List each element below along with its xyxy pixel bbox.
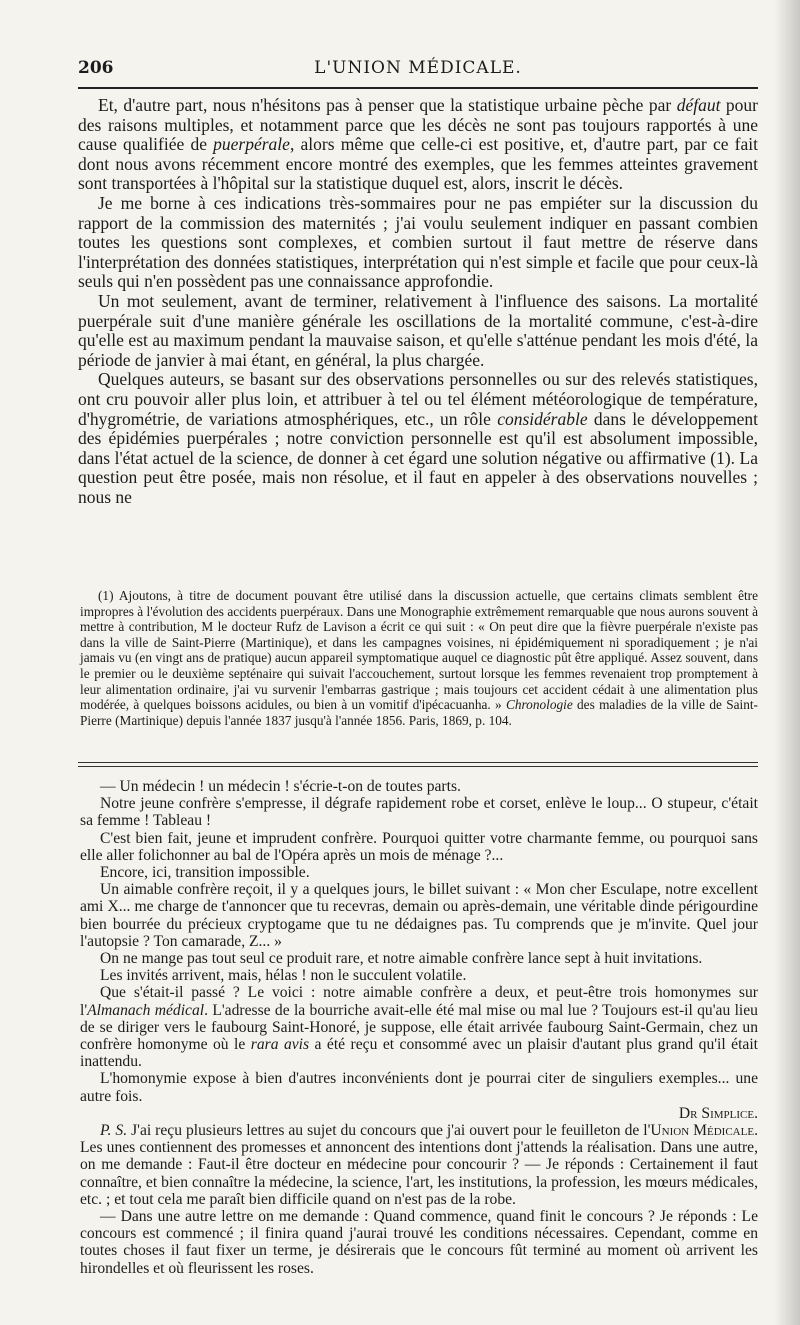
header-rule [78,87,758,89]
italic-text: Chronologie [505,697,573,713]
text-run: a été reçu et consommé avec un plaisir d'autant plus grand qu'il était inattendu. [80,1036,759,1071]
page-header [78,58,758,82]
text-run: dans le développement des épidémies puerpérales ; notre conviction personnelle est qu'il est absolument impossible, dans l'état actuel de la science, de donner à cet égard une solution négative ou affirmative (1). La question peut être posée, mais non résolue, et il faut en appeler à des observations nouvelles ; nous ne [78,408,758,507]
text-run: pour des raisons multiples, et notamment parce que les décès ne sont pas toujours rapportés à une cause qualifiée de [78,95,758,155]
small-caps-text: Union Médicale [650,1122,755,1140]
text-run: des maladies de la ville de Saint-Pierre (Martinique) depuis l'année 1837 jusqu'à l'année 1856. Paris, 1869, p. 104. [80,697,758,728]
page-edge-shadow [774,0,800,1325]
paragraph: Un aimable confrère reçoit, il y a quelques jours, le billet suivant : « Mon cher Esculape, notre excellent ami X... me charge de t'annoncer que tu recevras, demain ou après-demain, une véritable dinde périgourdine bien bourrée du précieux cryptogame que tu ne dédaignes pas. Tu comprends que je m'invite. Quel jour l'autopsie ? Ton camarade, Z... » [80,881,758,950]
paragraph [80,984,758,1070]
footnote [80,588,758,728]
page-number: 206 [78,58,114,78]
postscript-paragraph [80,1122,758,1208]
text-run: (1) Ajoutons, à titre de document pouvant être utilisé dans la discussion actuelle, que certains climats semblent être impropres à l'évolution des accidents puerpéraux. Dans une Monographie extrêmement remarquable que nous aurons souvent à mettre à contribution, M le docteur Rufz de Lavison a écrit ce qui suit : « On peut dire que la fièvre puerpérale n'existe pas dans la ville de Saint-Pierre (Martinique), et dans les campagnes voisines, ni épidémiquement ni sporadiquement ; je n'ai jamais vu (en vingt ans de pratique) aucun appareil symptomatique auquel ce diagnostic pût être appliqué. Assez souvent, dans le premier ou le deuxième septénaire qui suivait l'accouchement, surtout lorsque les femmes revenaient trop promptement à leur alimentation ordinaire, j'ai vu survenir l'embarras gastrique ; mais toujours cet accident cédait à une alimentation plus modérée, à quelques boissons acidules, ou bien à un vomitif d'ipécacuanha. » [80,588,758,713]
paragraph [78,370,758,507]
paragraph: Encore, ici, transition impossible. [100,864,310,882]
footnote-text [80,588,758,728]
main-text [78,96,758,507]
feuilleton-text [80,778,758,1277]
italic-text: P. S. [100,1122,128,1140]
text-run: J'ai reçu plusieurs lettres au sujet du concours que j'ai ouvert pour le feuilleton de l' [127,1122,651,1140]
paragraph: C'est bien fait, jeune et imprudent confrère. Pourquoi quitter votre charmante femme, ou pourquoi sans elle aller folichonner au bal de l'Opéra après un mois de ménage ?... [80,829,758,864]
paragraph: On ne mange pas tout seul ce produit rare, et notre aimable confrère lance sept à huit invitations. [100,950,703,968]
paragraph: Notre jeune confrère s'empresse, il dégrafe rapidement robe et corset, enlève le loup... O stupeur, c'était sa femme ! Tableau ! [80,795,758,830]
text-run: Que s'était-il passé ? Le voici : notre aimable confrère a deux, et peut-être trois homonymes sur l' [80,984,758,1019]
paragraph [78,96,758,194]
paragraph: Je me borne à ces indications très-sommaires pour ne pas empiéter sur la discussion du rapport de la commission des maternités ; j'ai voulu seulement indiquer en passant combien toutes les questions sont complexes, et combien surtout il faut mettre de réserve dans l'interprétation des données statistiques, interprétation qui n'est simple et facile que pour ceux-là seuls qui n'en possèdent pas une connaissance approfondie. [78,192,758,292]
italic-text: considérable [497,408,588,429]
italic-text: défaut [676,95,721,115]
postscript-paragraph: — Dans une autre lettre on me demande : Quand commence, quand finit le concours ? Je réponds : Le concours est commencé ; il finira quand j'aurai trouvé les conditions nécessaires. Cependant, comme en toutes choses il faut fixer un terme, je désirerais que le concours fût terminé au moment où arrivent les hirondelles et où fleurissent les roses. [80,1208,758,1277]
running-title: L'UNION MÉDICALE. [314,58,522,78]
paragraph: — Un médecin ! un médecin ! s'écrie-t-on de toutes parts. [100,778,461,795]
text-run: Quelques auteurs, se basant sur des observations personnelles ou sur des relevés statistiques, ont cru pouvoir aller plus loin, et attribuer à tel ou tel élément météorologique de température, d'hygrométrie, de variations atmosphériques, etc., un rôle [78,369,758,429]
signature: Dr Simplice. [678,1104,758,1122]
paragraph: Un mot seulement, avant de terminer, relativement à l'influence des saisons. La mortalité puerpérale suit d'une manière générale les oscillations de la mortalité commune, c'est-à-dire qu'elle est au maximum pendant la mauvaise saison, et qu'elle s'atténue pendant les mois d'été, la période de janvier à mai étant, en général, la plus chargée. [78,290,758,370]
feuilleton-rule [78,766,758,767]
paragraph: Les invités arrivent, mais, hélas ! non le succulent volatile. [100,967,467,985]
italic-text: Almanach médical [87,1001,205,1019]
text-run: . L'adresse de la bourriche avait-elle été mal mise ou mal lue ? Toujours est-il qu'au lieu de se diriger vers le faubourg Saint-Honoré, je suppose, elle était arrivée faubourg Saint-Germain, chez un confrère homonyme où le [80,1001,758,1054]
feuilleton-rule [78,762,758,763]
paragraph: L'homonymie expose à bien d'autres inconvénients dont je pourrai citer de singuliers exemples... une autre fois. [80,1070,758,1105]
italic-text: puerpérale [213,134,290,155]
text-run: . Les unes contiennent des promesses et annoncent des intentions dont j'attends la réalisation. Dans une autre, on me demande : Faut-il être docteur en médecine pour concourir ? — Je réponds : Certainement il faut connaître, et bien connaître la médecine, la science, l'art, les institutions, la profession, les mœurs médicales, etc. ; et tout cela me paraît bien difficile quand on n'est pas de la robe. [80,1122,758,1208]
italic-text: rara avis [250,1036,310,1054]
text-run: Et, d'autre part, nous n'hésitons pas à penser que la statistique urbaine pèche par [98,95,677,115]
text-run: , alors même que celle-ci est positive, et, d'autre part, par ce fait dont nous avons récemment encore montré des exemples, que les femmes atteintes gravement sont transportées à l'hôpital sur la statistique duquel est, alors, inscrit le décès. [78,134,758,194]
